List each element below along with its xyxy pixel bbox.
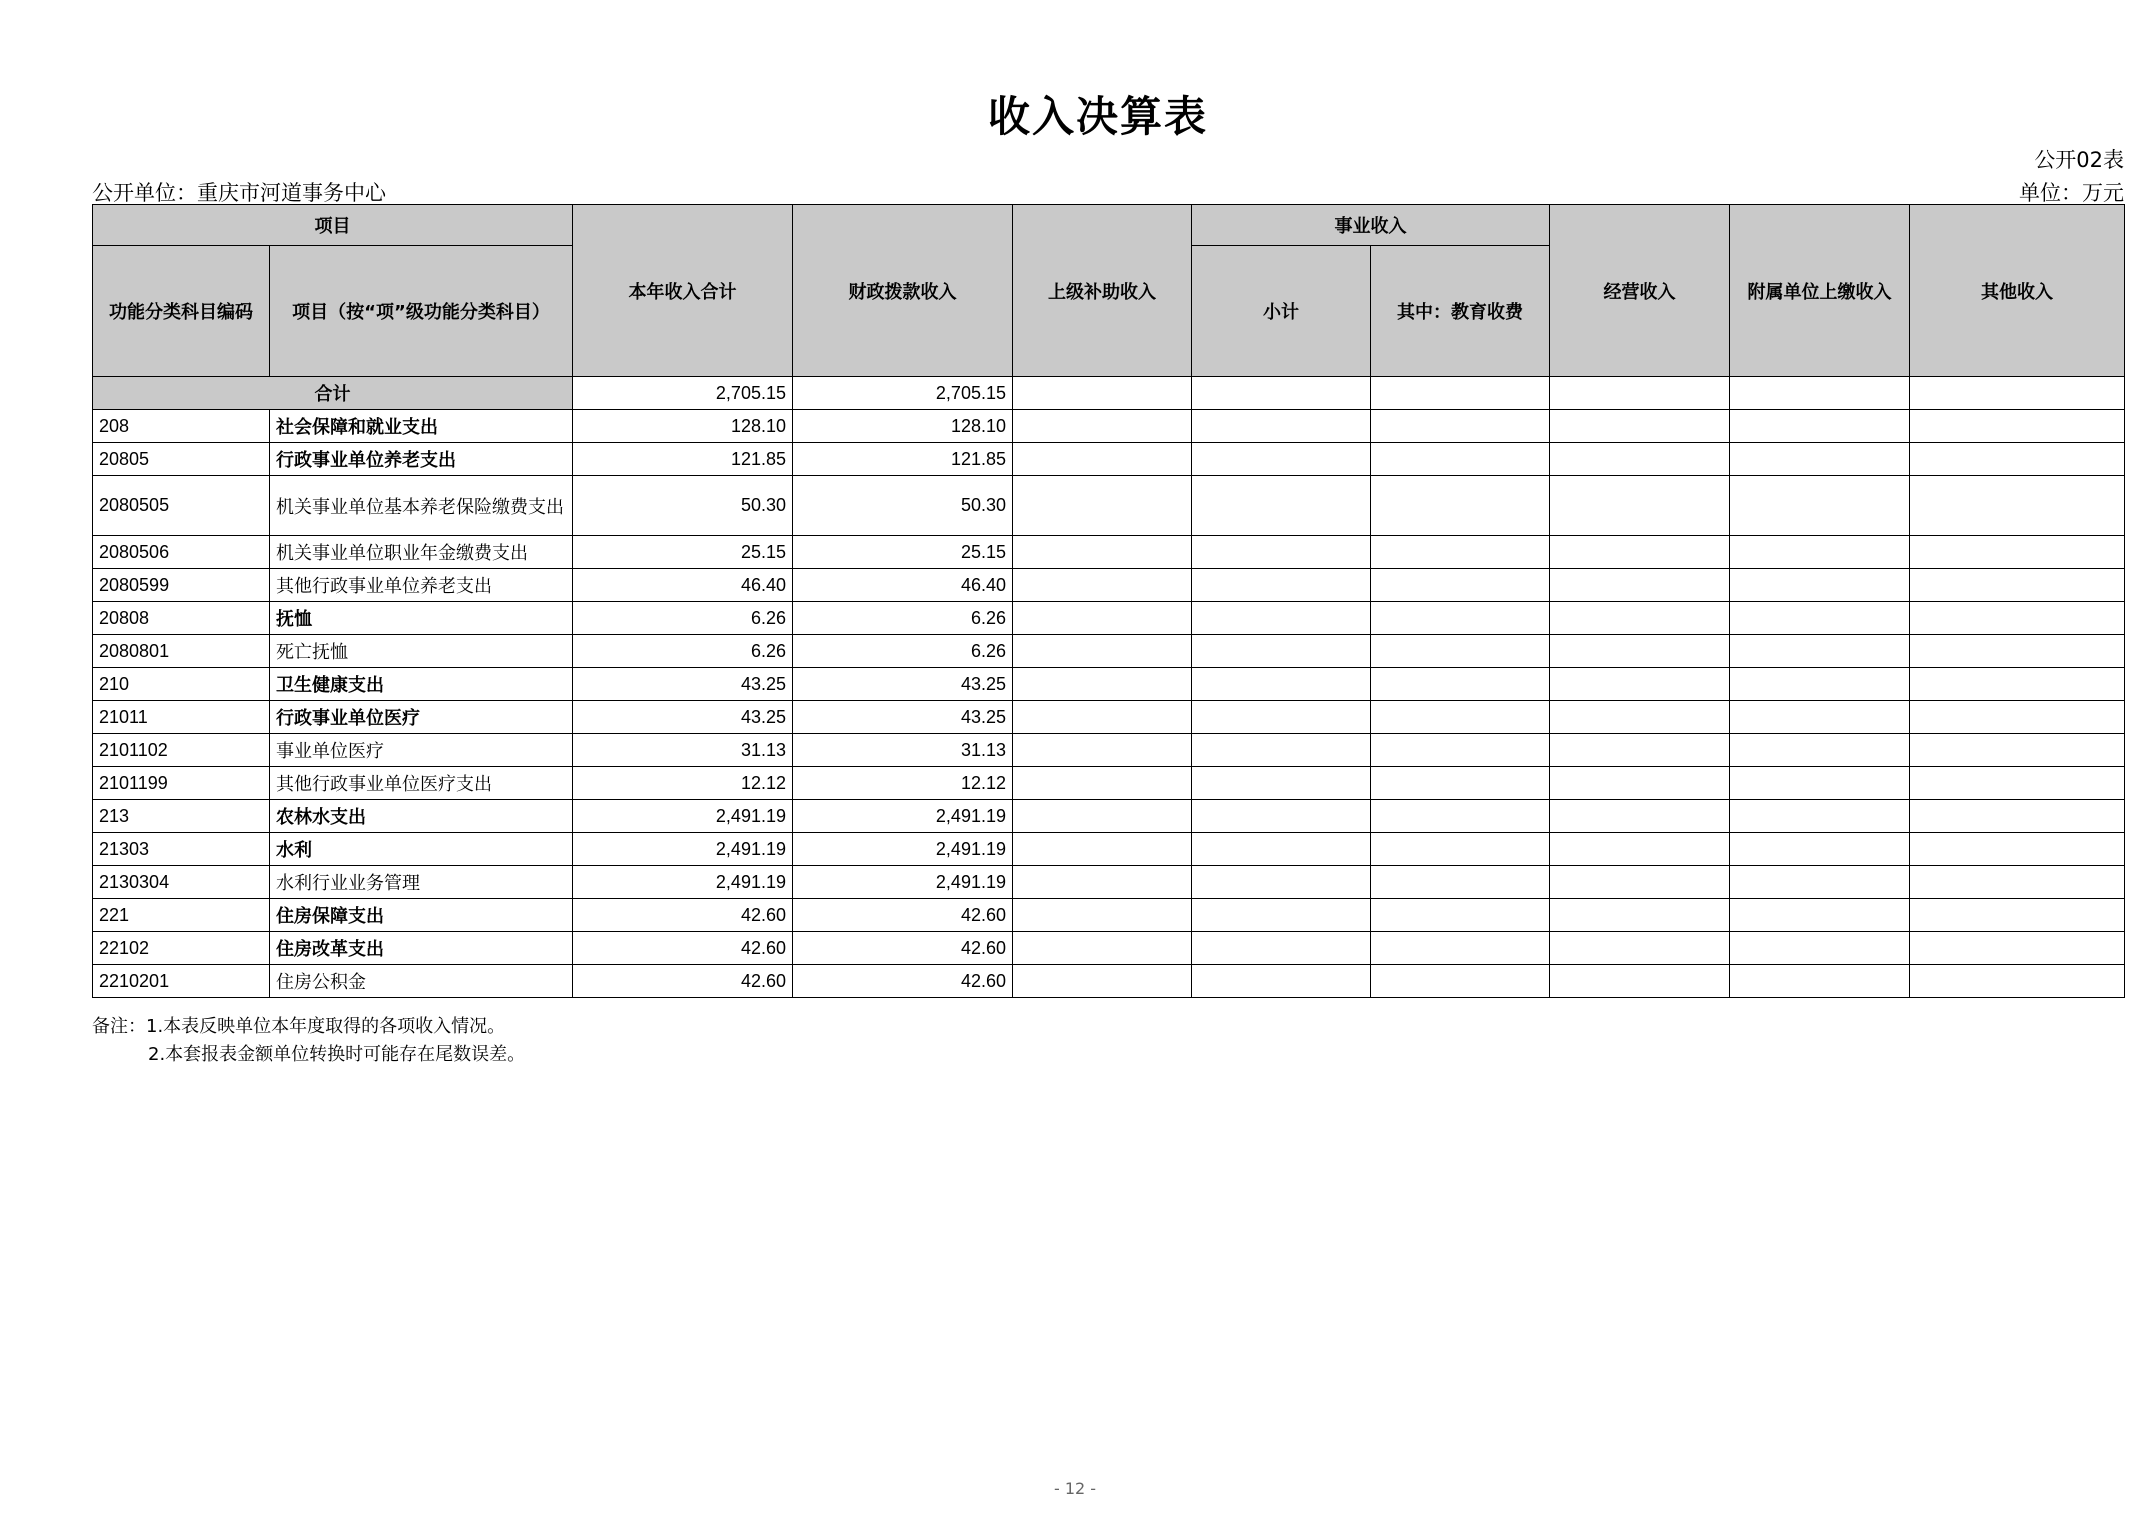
empty-cell [1910,866,2125,899]
total-income-cell: 42.60 [573,899,793,932]
table-row [93,932,2125,965]
function-code-cell: 2080801 [93,635,270,668]
header-item-group: 项目 [93,205,573,246]
empty-cell [1371,410,1550,443]
table-row [93,602,2125,635]
fiscal-income-cell: 12.12 [793,767,1013,800]
empty-cell [1192,701,1371,734]
header-function-code: 功能分类科目编码 [93,246,270,377]
empty-cell [1550,701,1730,734]
empty-cell [1192,767,1371,800]
empty-cell [1910,476,2125,536]
empty-cell [1013,476,1192,536]
empty-cell [1730,602,1910,635]
empty-cell [1192,536,1371,569]
empty-cell [1910,800,2125,833]
empty-cell [1013,866,1192,899]
empty-cell [1371,932,1550,965]
function-code-cell: 2101199 [93,767,270,800]
empty-cell [1192,932,1371,965]
table-row [93,476,2125,536]
fiscal-income-cell: 31.13 [793,734,1013,767]
total-income-cell: 6.26 [573,635,793,668]
header-fiscal-income: 财政拨款收入 [793,205,1013,377]
reporting-unit [92,177,386,207]
empty-cell [1192,569,1371,602]
header-total-income: 本年收入合计 [573,205,793,377]
function-code-cell: 2101102 [93,734,270,767]
empty-cell [1371,767,1550,800]
empty-cell [1730,476,1910,536]
total-income-cell: 2,491.19 [573,800,793,833]
empty-cell [1550,476,1730,536]
header-business-subtotal: 小计 [1192,246,1371,377]
function-name-cell: 水利行业业务管理 [270,866,573,899]
reporting-unit-label: 公开单位： [92,181,197,205]
empty-cell [1910,932,2125,965]
empty-cell [1550,866,1730,899]
empty-cell [1371,734,1550,767]
empty-cell [1730,443,1910,476]
empty-cell [1371,635,1550,668]
empty-cell [1192,866,1371,899]
empty-cell [1910,536,2125,569]
empty-cell [1730,410,1910,443]
function-code-cell: 208 [93,410,270,443]
total-income-cell: 42.60 [573,965,793,998]
empty-cell [1371,377,1550,410]
fiscal-income-cell: 46.40 [793,569,1013,602]
empty-cell [1730,701,1910,734]
fiscal-income-cell: 128.10 [793,410,1013,443]
empty-cell [1910,602,2125,635]
empty-cell [1371,866,1550,899]
empty-cell [1371,602,1550,635]
fiscal-income-cell: 2,491.19 [793,866,1013,899]
empty-cell [1192,833,1371,866]
empty-cell [1550,932,1730,965]
function-code-cell: 221 [93,899,270,932]
empty-cell [1013,635,1192,668]
table-row [93,410,2125,443]
empty-cell [1192,965,1371,998]
empty-cell [1013,734,1192,767]
function-code-cell: 21011 [93,701,270,734]
empty-cell [1730,899,1910,932]
empty-cell [1910,443,2125,476]
empty-cell [1910,701,2125,734]
empty-cell [1910,410,2125,443]
header-affiliated-income: 附属单位上缴收入 [1730,205,1910,377]
table-row [93,965,2125,998]
empty-cell [1730,932,1910,965]
empty-cell [1550,734,1730,767]
empty-cell [1192,602,1371,635]
reporting-unit-name: 重庆市河道事务中心 [197,181,386,205]
empty-cell [1730,833,1910,866]
table-row [93,800,2125,833]
empty-cell [1013,668,1192,701]
table-row [93,635,2125,668]
empty-cell [1192,635,1371,668]
empty-cell [1550,635,1730,668]
function-code-cell: 213 [93,800,270,833]
fiscal-income-cell: 2,491.19 [793,833,1013,866]
empty-cell [1730,635,1910,668]
empty-cell [1013,569,1192,602]
function-name-cell: 农林水支出 [270,800,573,833]
empty-cell [1192,668,1371,701]
empty-cell [1730,536,1910,569]
notes [92,1013,525,1069]
empty-cell [1013,800,1192,833]
empty-cell [1730,800,1910,833]
total-income-cell: 42.60 [573,932,793,965]
total-income-cell: 50.30 [573,476,793,536]
empty-cell [1013,701,1192,734]
total-income-cell: 12.12 [573,767,793,800]
empty-cell [1371,536,1550,569]
empty-cell [1730,866,1910,899]
empty-cell [1550,377,1730,410]
empty-cell [1550,833,1730,866]
function-code-cell: 20808 [93,602,270,635]
function-code-cell: 2080506 [93,536,270,569]
function-code-cell: 22102 [93,932,270,965]
function-name-cell: 机关事业单位职业年金缴费支出 [270,536,573,569]
currency-unit: 单位：万元 [2019,181,2124,205]
table-row [93,569,2125,602]
empty-cell [1192,476,1371,536]
fiscal-income-cell: 42.60 [793,932,1013,965]
total-income-cell: 31.13 [573,734,793,767]
empty-cell [1910,377,2125,410]
function-name-cell: 卫生健康支出 [270,668,573,701]
empty-cell [1550,569,1730,602]
empty-cell [1730,377,1910,410]
function-name-cell: 社会保障和就业支出 [270,410,573,443]
empty-cell [1730,569,1910,602]
note-line-2: 2.本套报表金额单位转换时可能存在尾数误差。 [148,1044,526,1065]
form-number: 公开02表 [2034,148,2124,172]
total-income-value: 2,705.15 [573,377,793,410]
function-name-cell: 死亡抚恤 [270,635,573,668]
table-row [93,833,2125,866]
empty-cell [1192,410,1371,443]
header-education-fees: 其中：教育收费 [1371,246,1550,377]
function-code-cell: 2130304 [93,866,270,899]
empty-cell [1013,602,1192,635]
function-name-cell: 水利 [270,833,573,866]
empty-cell [1192,734,1371,767]
total-income-cell: 2,491.19 [573,866,793,899]
empty-cell [1550,800,1730,833]
empty-cell [1013,377,1192,410]
empty-cell [1371,443,1550,476]
fiscal-income-cell: 43.25 [793,668,1013,701]
header-operating-income: 经营收入 [1550,205,1730,377]
empty-cell [1013,767,1192,800]
function-name-cell: 其他行政事业单位养老支出 [270,569,573,602]
empty-cell [1550,899,1730,932]
function-name-cell: 住房公积金 [270,965,573,998]
empty-cell [1013,443,1192,476]
header-business-income: 事业收入 [1192,205,1550,246]
empty-cell [1013,899,1192,932]
total-row [93,377,2125,410]
fiscal-income-cell: 121.85 [793,443,1013,476]
fiscal-income-cell: 6.26 [793,602,1013,635]
empty-cell [1192,443,1371,476]
empty-cell [1910,833,2125,866]
fiscal-income-cell: 50.30 [793,476,1013,536]
empty-cell [1550,443,1730,476]
total-income-cell: 43.25 [573,668,793,701]
total-income-cell: 121.85 [573,443,793,476]
empty-cell [1013,932,1192,965]
table-row [93,767,2125,800]
empty-cell [1910,899,2125,932]
empty-cell [1730,734,1910,767]
fiscal-income-cell: 42.60 [793,965,1013,998]
empty-cell [1013,965,1192,998]
function-name-cell: 抚恤 [270,602,573,635]
function-name-cell: 行政事业单位医疗 [270,701,573,734]
empty-cell [1910,734,2125,767]
page-title: 收入决算表 [987,92,1208,141]
empty-cell [1371,476,1550,536]
function-name-cell: 机关事业单位基本养老保险缴费支出 [270,476,573,536]
total-income-cell: 46.40 [573,569,793,602]
total-label: 合计 [93,377,573,410]
empty-cell [1550,536,1730,569]
function-name-cell: 行政事业单位养老支出 [270,443,573,476]
fiscal-income-cell: 42.60 [793,899,1013,932]
empty-cell [1371,569,1550,602]
empty-cell [1550,602,1730,635]
income-table [92,204,2125,998]
function-code-cell: 2210201 [93,965,270,998]
header-other-income: 其他收入 [1910,205,2125,377]
total-income-cell: 25.15 [573,536,793,569]
fiscal-income-cell: 25.15 [793,536,1013,569]
function-code-cell: 210 [93,668,270,701]
total-fiscal-value: 2,705.15 [793,377,1013,410]
total-income-cell: 128.10 [573,410,793,443]
function-code-cell: 21303 [93,833,270,866]
empty-cell [1371,965,1550,998]
fiscal-income-cell: 43.25 [793,701,1013,734]
empty-cell [1013,410,1192,443]
function-name-cell: 住房改革支出 [270,932,573,965]
total-income-cell: 6.26 [573,602,793,635]
empty-cell [1910,668,2125,701]
table-row [93,668,2125,701]
header-superior-subsidy: 上级补助收入 [1013,205,1192,377]
empty-cell [1371,668,1550,701]
note-line-1: 备注：1.本表反映单位本年度取得的各项收入情况。 [92,1016,506,1037]
empty-cell [1550,410,1730,443]
empty-cell [1550,767,1730,800]
empty-cell [1730,668,1910,701]
table-row [93,701,2125,734]
empty-cell [1910,767,2125,800]
empty-cell [1730,767,1910,800]
function-name-cell: 事业单位医疗 [270,734,573,767]
table-row [93,866,2125,899]
empty-cell [1013,833,1192,866]
empty-cell [1192,899,1371,932]
header-function-name: 项目（按“项”级功能分类科目） [270,246,573,377]
fiscal-income-cell: 2,491.19 [793,800,1013,833]
empty-cell [1910,569,2125,602]
empty-cell [1192,800,1371,833]
page-number: - 12 - [1053,1479,1097,1498]
empty-cell [1013,536,1192,569]
empty-cell [1371,800,1550,833]
function-name-cell: 其他行政事业单位医疗支出 [270,767,573,800]
table-row [93,443,2125,476]
function-code-cell: 2080599 [93,569,270,602]
empty-cell [1550,965,1730,998]
function-code-cell: 20805 [93,443,270,476]
table-row [93,734,2125,767]
function-name-cell: 住房保障支出 [270,899,573,932]
total-income-cell: 2,491.19 [573,833,793,866]
empty-cell [1910,965,2125,998]
empty-cell [1371,833,1550,866]
empty-cell [1730,965,1910,998]
total-income-cell: 43.25 [573,701,793,734]
empty-cell [1550,668,1730,701]
empty-cell [1910,635,2125,668]
fiscal-income-cell: 6.26 [793,635,1013,668]
table-row [93,899,2125,932]
empty-cell [1192,377,1371,410]
empty-cell [1371,899,1550,932]
empty-cell [1371,701,1550,734]
table-row [93,536,2125,569]
function-code-cell: 2080505 [93,476,270,536]
